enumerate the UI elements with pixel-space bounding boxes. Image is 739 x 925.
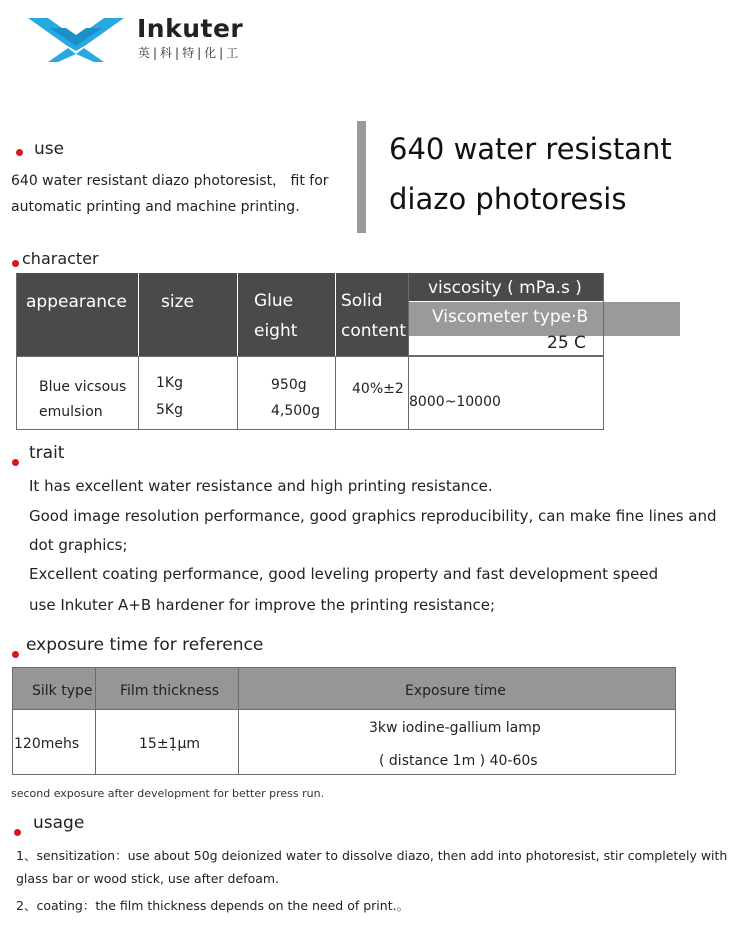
brand-subtitle: 英|科|特|化|工	[138, 46, 242, 60]
header-exposure-time: Exposure time	[405, 683, 506, 699]
cell-viscosity: 8000~10000	[409, 394, 501, 410]
use-heading: use	[34, 139, 65, 159]
header-glue-line1: Glue	[254, 291, 294, 311]
cell-appearance-line2: emulsion	[39, 404, 103, 420]
usage-heading: usage	[33, 813, 85, 833]
header-silk-type: Silk type	[32, 683, 93, 699]
header-viscosity: viscosity ( mPa.s )	[428, 278, 582, 298]
exposure-bullet	[12, 643, 19, 662]
exposure-header-bar	[12, 667, 676, 709]
trait-line-2: Good image resolution performance, good graphics reproducibility, can make fine lines and	[29, 507, 717, 525]
product-title: 640 water resistant diazo photoresis	[389, 132, 672, 216]
exposure-heading: exposure time for reference	[26, 635, 264, 655]
header-solid-line2: content	[341, 321, 407, 341]
exposure-table	[12, 667, 676, 775]
cell-glue-line1: 950g	[271, 377, 307, 393]
trait-line-5: use Inkuter A+B hardener for improve the printing resistance;	[29, 596, 496, 614]
cell-time-line1: 3kw iodine-gallium lamp	[369, 720, 541, 736]
cell-solid: 40%±2	[352, 381, 404, 397]
cell-silk: 120mehs	[14, 736, 80, 752]
character-bullet	[12, 252, 19, 271]
cell-glue-line2: 4,500g	[271, 403, 320, 419]
use-bullet	[16, 141, 23, 160]
usage-line-1: 1、sensitization：use about 50g deionized water to dissolve diazo, then add into photoresist, stir completely with	[16, 848, 728, 863]
header-temperature: 25 C	[547, 333, 586, 353]
title-divider	[357, 121, 366, 233]
header-film-thickness: Film thickness	[120, 683, 220, 699]
header-solid-line1: Solid	[341, 291, 383, 311]
character-table	[16, 273, 604, 430]
trait-heading: trait	[29, 443, 65, 463]
cell-size-line1: 1Kg	[156, 375, 183, 391]
cell-thickness: 15±1̣μm	[139, 736, 200, 752]
trait-line-4: Excellent coating performance, good leveling property and fast development speed	[29, 565, 659, 583]
character-heading: character	[22, 249, 99, 268]
header-glue-line2: eight	[254, 321, 298, 341]
usage-bullet	[14, 821, 21, 840]
cell-time-line2: ( distance 1m ) 40-60s	[379, 753, 538, 769]
cell-appearance-line1: Blue vicsous	[39, 379, 127, 395]
inkuter-logo-icon	[28, 18, 124, 62]
usage-line-2: glass bar or wood stick, use after defoam.	[16, 871, 280, 886]
trait-bullet	[12, 451, 19, 470]
trait-line-3: dot graphics;	[29, 536, 128, 554]
header-appearance: appearance	[26, 292, 127, 312]
header-size: size	[161, 292, 194, 312]
trait-line-1: It has excellent water resistance and high printing resistance.	[29, 477, 493, 495]
character-header-bar	[16, 273, 408, 356]
usage-line-3: 2、coating：the film thickness depends on the need of print.。	[16, 898, 410, 913]
exposure-note: second exposure after development for better press run.	[11, 787, 325, 800]
brand-name: Inkuter	[137, 14, 244, 43]
use-text-line1: 640 water resistant diazo photoresist， fit for	[11, 173, 329, 189]
use-text-line2: automatic printing and machine printing.	[11, 199, 300, 215]
header-viscometer: Viscometer type·B	[432, 307, 589, 327]
cell-size-line2: 5Kg	[156, 402, 183, 418]
